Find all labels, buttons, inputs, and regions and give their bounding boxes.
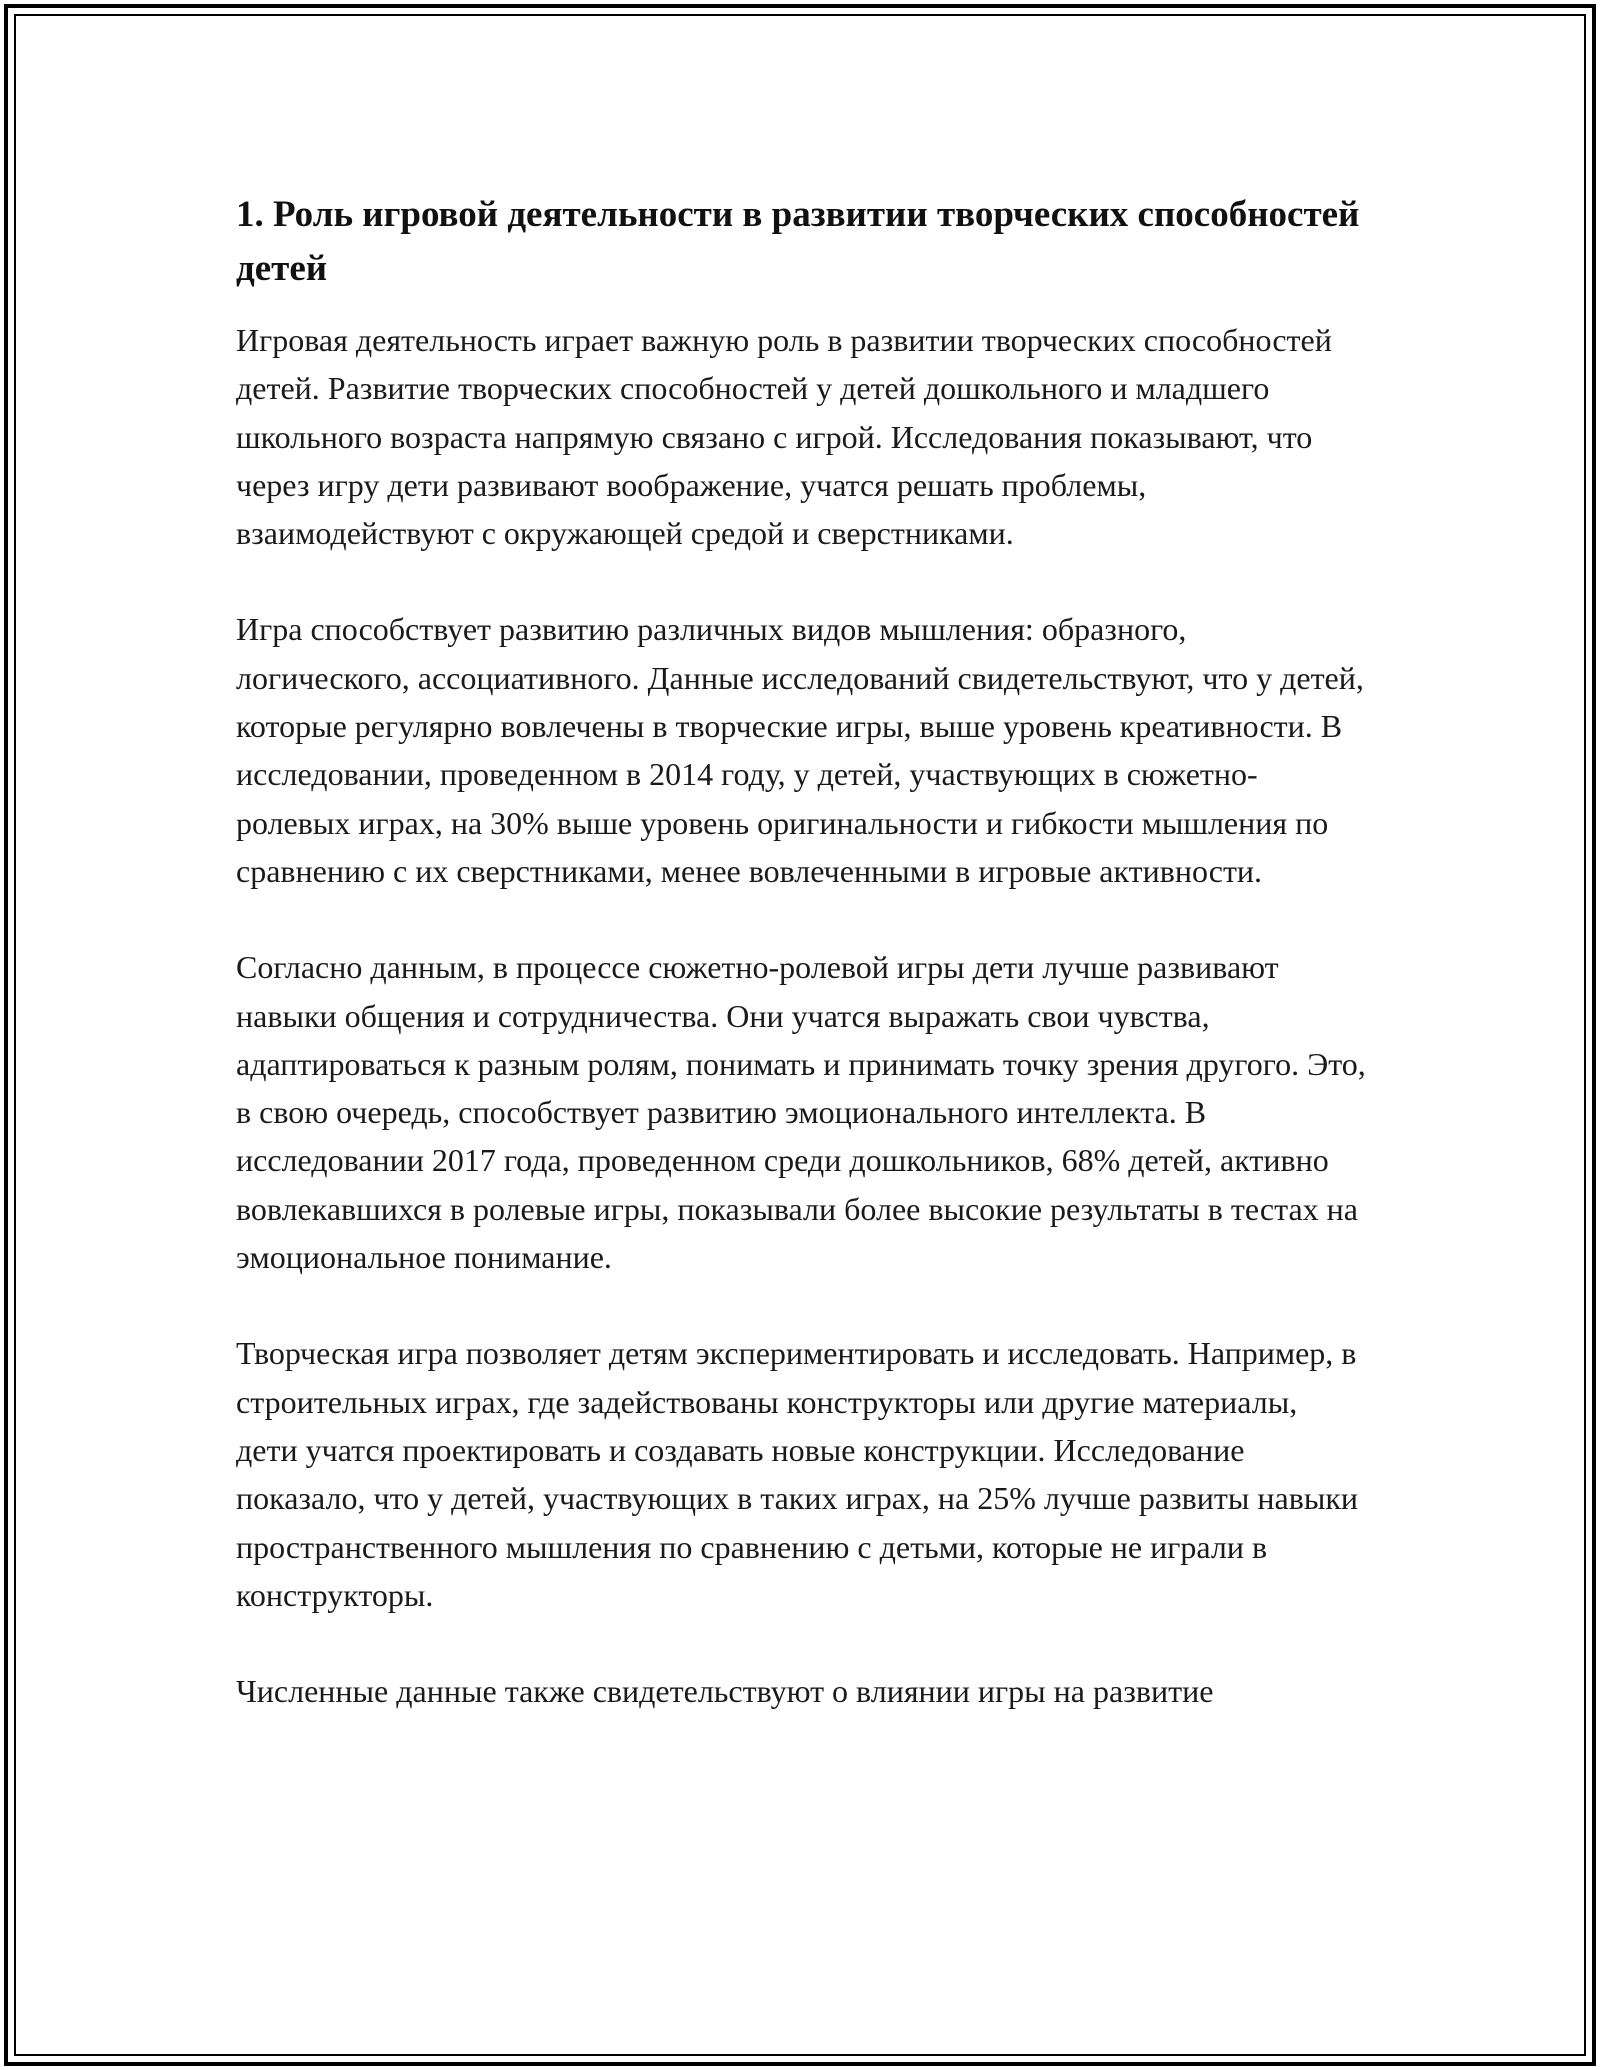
paragraph-3: Согласно данным, в процессе сюжетно-ролевой игры дети лучше развивают навыки общения и сотрудничества. Они учатся выражать свои чувства, адаптироваться к разным ролям, понимать и принимать точку зрения другого. Это, в свою очередь, способствует развитию эмоционального интеллекта. В исследовании 2017 года, проведенном среди дошкольников, 68% детей, активно вовлекавшихся в ролевые игры, показывали более высокие результаты в тестах на эмоциональное понимание. [236,949,1366,1276]
paragraph-5: Численные данные также свидетельствуют о влиянии игры на развитие [236,1673,1214,1710]
paragraph-1: Игровая деятельность играет важную роль в развитии творческих способностей детей. Развитие творческих способностей у детей дошкольного и младшего школьного возраста напрямую связано с игрой. Исследования показывают, что через игру дети развивают воображение, учатся решать проблемы, взаимодействуют с окружающей средой и сверстниками. [236,322,1332,552]
paragraph-4: Творческая игра позволяет детям экспериментировать и исследовать. Например, в строительных играх, где задействованы конструкторы или другие материалы, дети учатся проектировать и создавать новые конструкции. Исследование показало, что у детей, участвующих в таких играх, на 25% лучше развиты навыки пространственного мышления по сравнению с детьми, которые не играли в конструкторы. [236,1335,1358,1613]
document-body [236,188,1366,1763]
section-heading: 1. Роль игровой деятельности в развитии творческих способностей детей [236,194,1360,289]
paragraph-2: Игра способствует развитию различных видов мышления: образного, логического, ассоциативного. Данные исследований свидетельствуют, что у детей, которые регулярно вовлечены в творческие игры, выше уровень креативности. В исследовании, проведенном в 2014 году, у детей, участвующих в сюжетно-ролевых играх, на 30% выше уровень оригинальности и гибкости мышления по сравнению с их сверстниками, менее вовлеченными в игровые активности. [236,611,1364,889]
